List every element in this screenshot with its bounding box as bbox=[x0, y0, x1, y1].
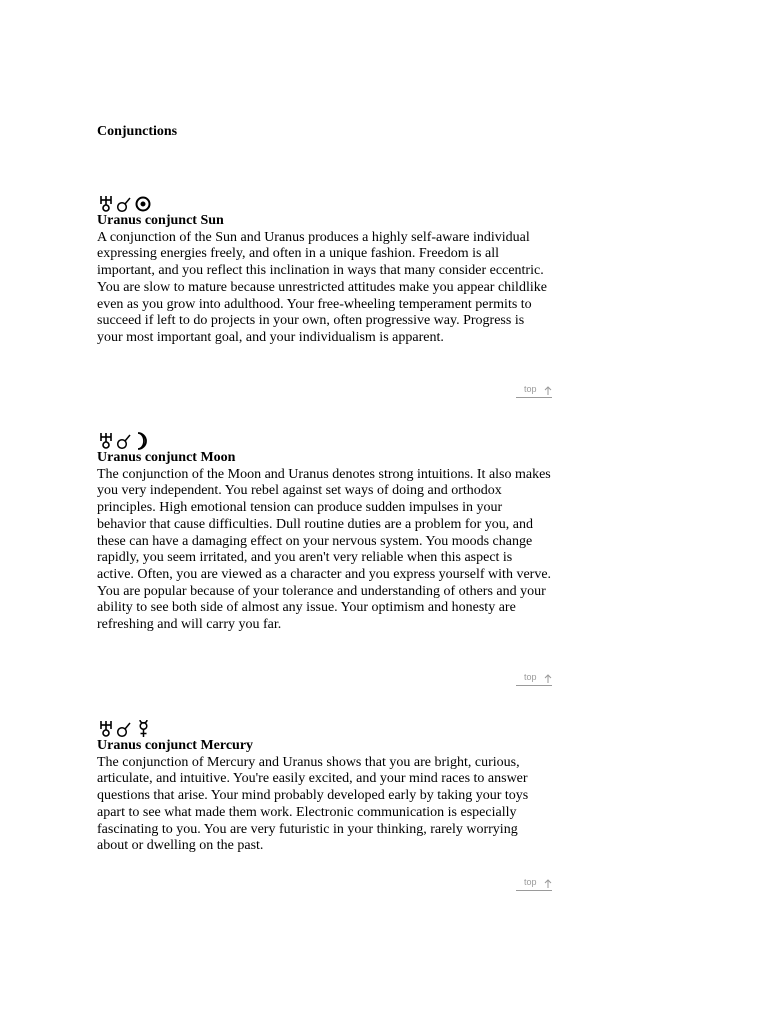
back-to-top-link[interactable] bbox=[516, 383, 552, 398]
moon-icon bbox=[138, 433, 146, 449]
aspect-section-moon bbox=[97, 428, 552, 634]
aspect-description: The conjunction of Mercury and Uranus shows that you are bright, curious, articulate, and intuitive. You're easily excited, and your mind races to answer questions that arise. Your mind probably developed early by taking your toys apart to see what made them work. Electronic communication is especially fascinating to you. You are very futuristic in your thinking, rarely worrying about or dwelling on the past. bbox=[97, 754, 529, 854]
aspect-title: Uranus conjunct Sun bbox=[97, 213, 224, 228]
glyph-row bbox=[97, 718, 153, 738]
arrow-up-icon bbox=[544, 386, 552, 396]
uranus-icon bbox=[101, 721, 111, 736]
aspect-section-mercury bbox=[97, 716, 552, 855]
glyph-row bbox=[97, 193, 153, 213]
glyph-row bbox=[97, 430, 153, 450]
top-link-label: top bbox=[524, 384, 537, 394]
conjunction-icon bbox=[118, 198, 130, 211]
sun-icon bbox=[137, 198, 150, 211]
aspect-title: Uranus conjunct Mercury bbox=[97, 738, 254, 753]
aspect-glyphs bbox=[97, 428, 552, 450]
back-to-top-link[interactable] bbox=[516, 876, 552, 891]
aspect-glyphs bbox=[97, 716, 552, 738]
top-link-label: top bbox=[524, 672, 537, 682]
uranus-icon bbox=[101, 433, 111, 448]
page-title: Conjunctions bbox=[97, 124, 178, 139]
uranus-icon bbox=[101, 196, 111, 211]
top-link-label: top bbox=[524, 877, 537, 887]
conjunction-icon bbox=[118, 435, 130, 448]
arrow-up-icon bbox=[544, 879, 552, 889]
aspect-glyphs bbox=[97, 191, 552, 213]
aspect-description: A conjunction of the Sun and Uranus produces a highly self-aware individual expressing energies freely, and often in a unique fashion. Freedom is all important, and you reflect this inclination in ways that many consider eccentric. You are slow to mature because unrestricted attitudes make you appear childlike even as you grow into adulthood. Your free-wheeling temperament permits to succeed if left to do projects in your own, often progressive way. Progress is your most important goal, and your individualism is apparent. bbox=[97, 229, 547, 345]
back-to-top-link[interactable] bbox=[516, 671, 552, 686]
mercury-icon bbox=[140, 720, 147, 737]
aspect-description: The conjunction of the Moon and Uranus denotes strong intuitions. It also makes you very independent. You rebel against set ways of doing and orthodox principles. High emotional tension can produce sudden impulses in your behavior that cause difficulties. Dull routine duties are a problem for you, and these can have a damaging effect on your nervous system. You moods change rapidly, you seem irritated, and you aren't very reliable when this aspect is active. Often, you are viewed as a character and you express yourself with verve. You are popular because of your tolerance and understanding of others and your ability to see both side of almost any issue. Your optimism and honesty are refreshing and will carry you far. bbox=[97, 466, 552, 633]
conjunction-icon bbox=[118, 723, 130, 736]
aspect-title: Uranus conjunct Moon bbox=[97, 450, 236, 465]
aspect-section-sun bbox=[97, 191, 552, 347]
arrow-up-icon bbox=[544, 674, 552, 684]
